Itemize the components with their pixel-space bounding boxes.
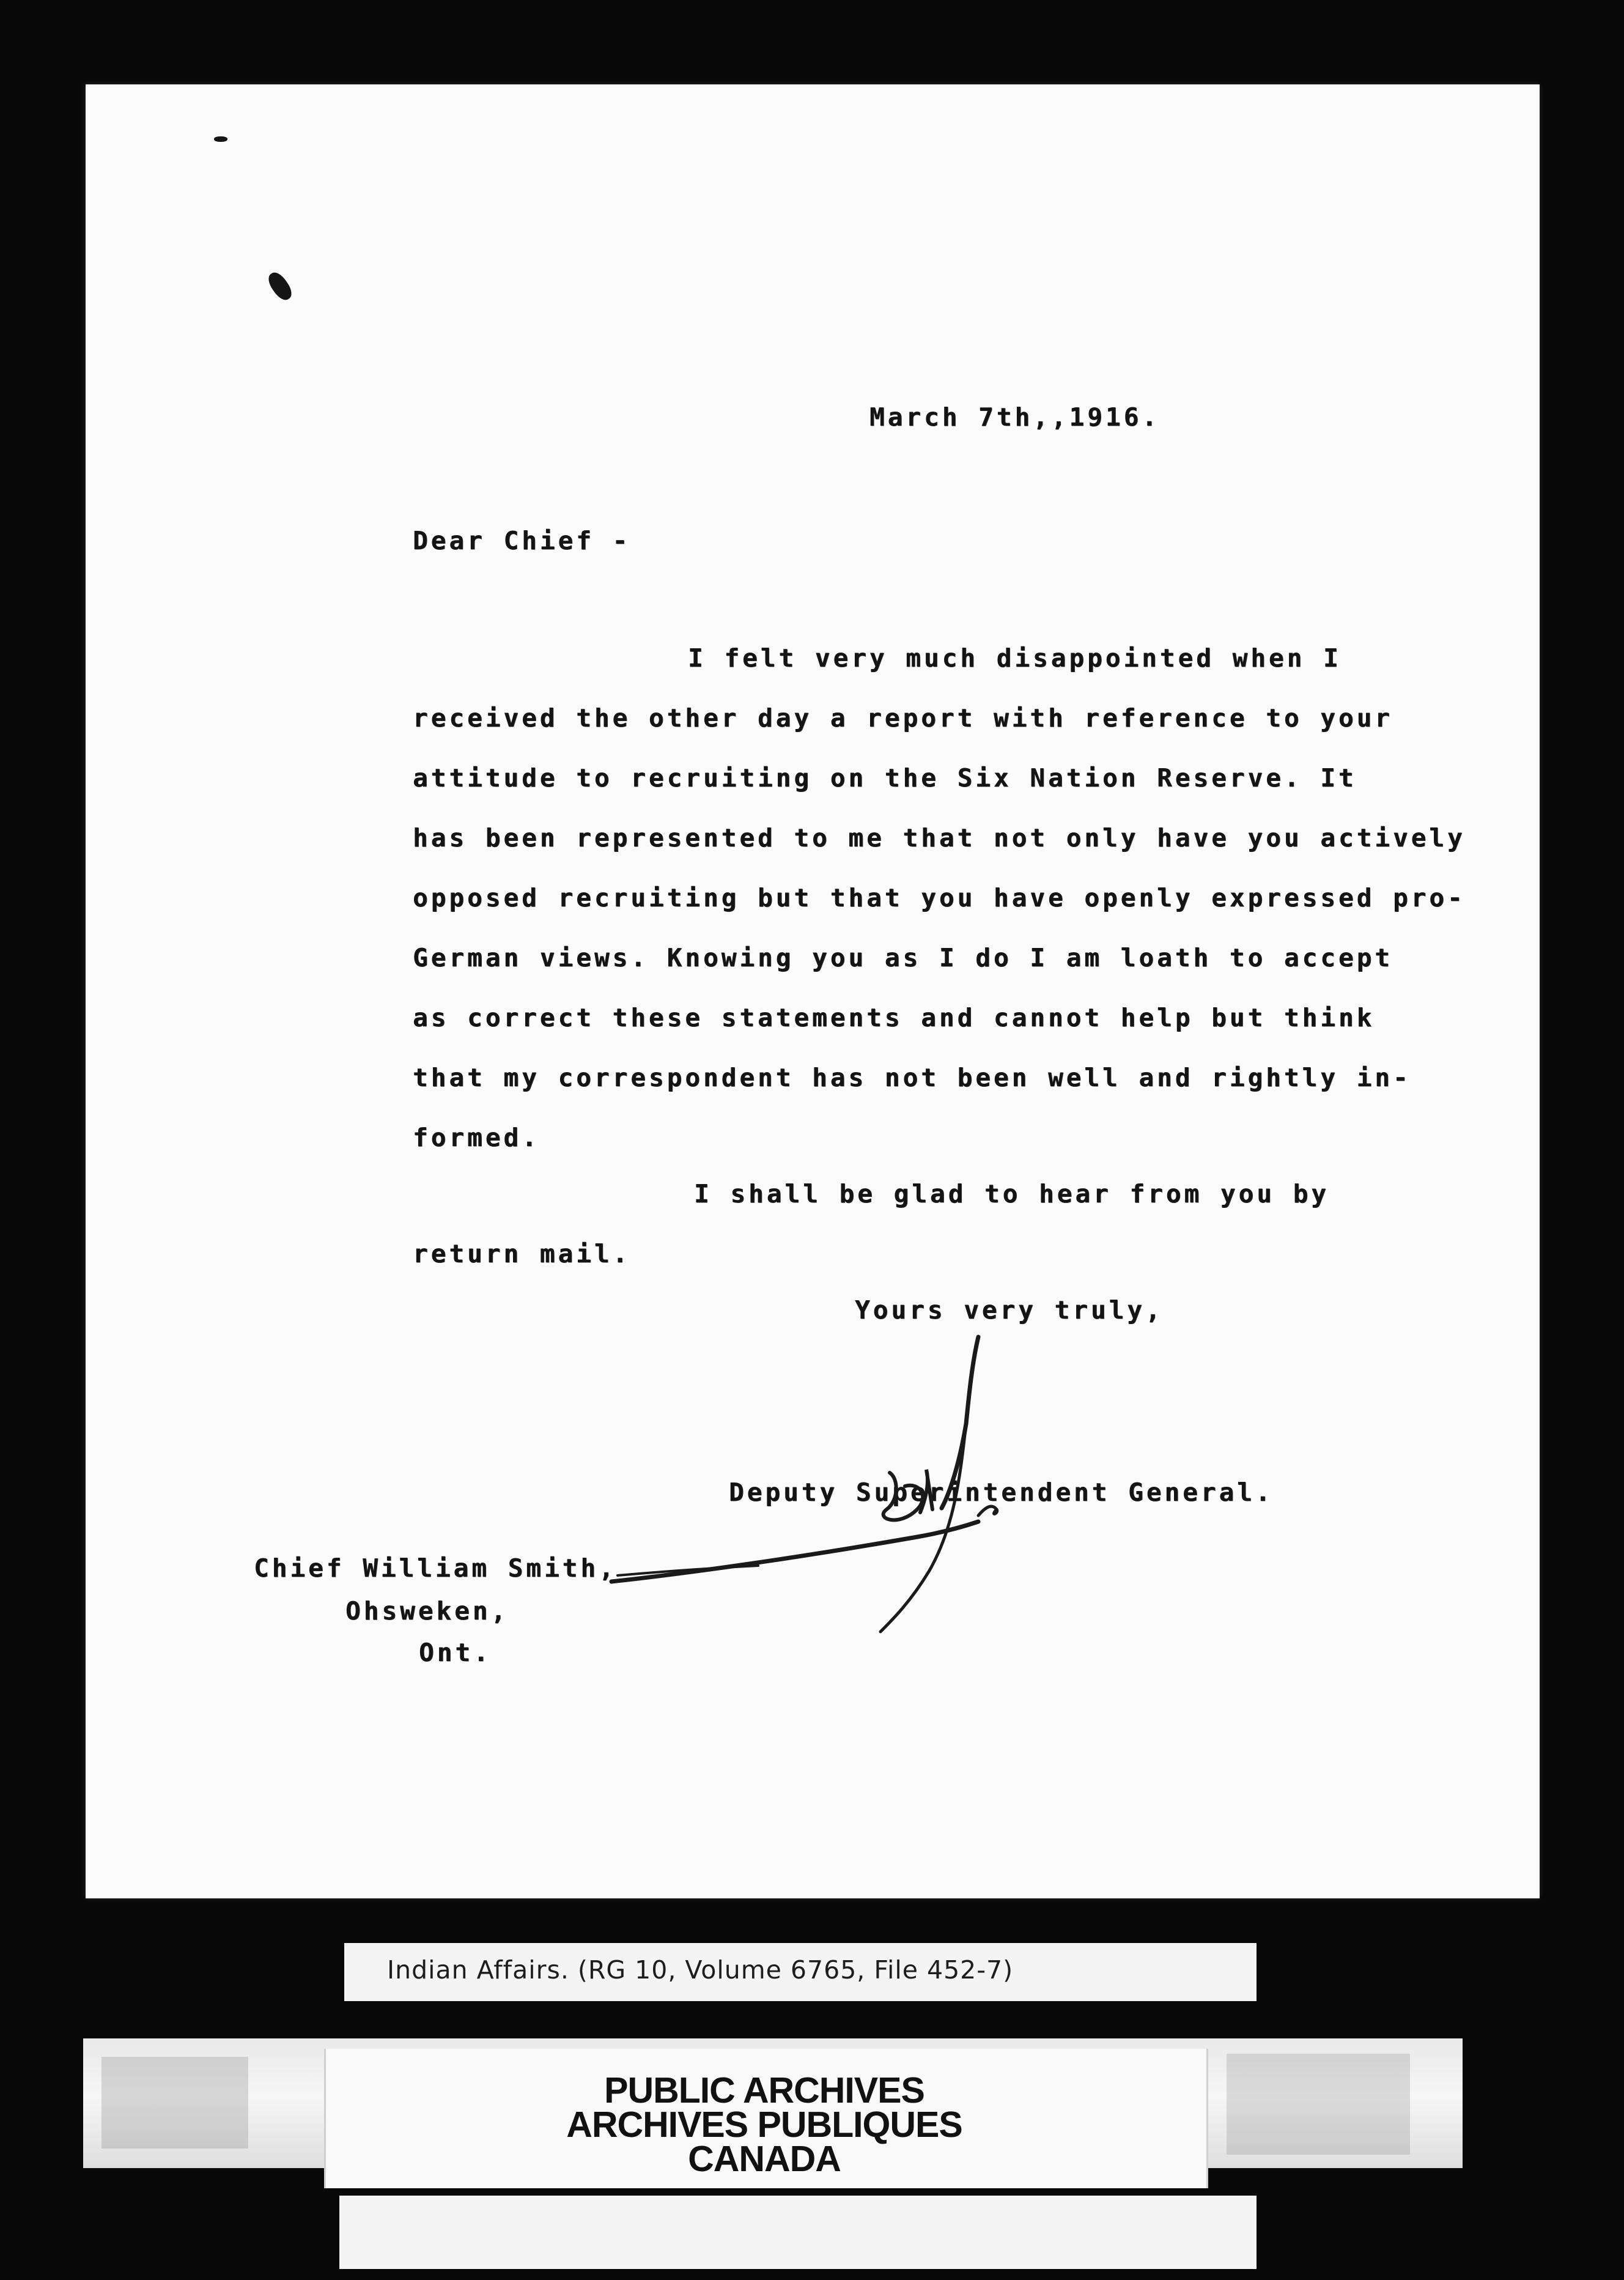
letter-closing: Yours very truly, [855,1295,1164,1325]
letter-body-line: attitude to recruiting on the Six Nation Reserve. It [413,763,1357,793]
letter-body-line: return mail. [413,1239,631,1268]
letter-body-line: formed. [413,1123,540,1152]
letter-body-line: German views. Knowing you as I do I am loath to accept [413,943,1393,972]
ink-smudge [265,269,295,303]
signature-title: Deputy Superintendent General. [729,1478,1274,1507]
address-line: Chief William Smith, [254,1553,617,1583]
letter-body-line: has been represented to me that not only have you actively [413,823,1466,853]
tape-mark [102,2057,248,2149]
handwritten-signature [611,1326,1052,1632]
archive-stamp [324,2070,1205,2179]
ink-smudge [214,136,227,142]
stamp-line: ARCHIVES PUBLIQUES [566,2104,962,2145]
address-line: Ont. [419,1638,492,1667]
stamp-line: PUBLIC ARCHIVES [604,2070,925,2111]
letter-page [86,84,1540,1898]
letter-body-line: that my correspondent has not been well and rightly in- [413,1063,1411,1092]
archive-citation: Indian Affairs. (RG 10, Volume 6765, File 452-7) [387,1955,1014,1985]
letter-body-line: I felt very much disappointed when I [688,643,1342,673]
letter-date: March 7th,,1916. [869,402,1160,432]
address-line: Ohsweken, [345,1596,509,1626]
archive-label-bottom [339,2196,1257,2269]
letter-salutation: Dear Chief - [413,526,631,555]
archive-citation-label [344,1943,1257,2001]
stamp-line: CANADA [688,2139,841,2179]
tape-mark [1227,2054,1410,2155]
letter-body-line: opposed recruiting but that you have openly expressed pro- [413,883,1466,912]
letter-body-line: I shall be glad to hear from you by [694,1179,1329,1208]
letter-body-line: as correct these statements and cannot help but think [413,1003,1375,1032]
letter-body-line: received the other day a report with reference to your [413,703,1393,733]
